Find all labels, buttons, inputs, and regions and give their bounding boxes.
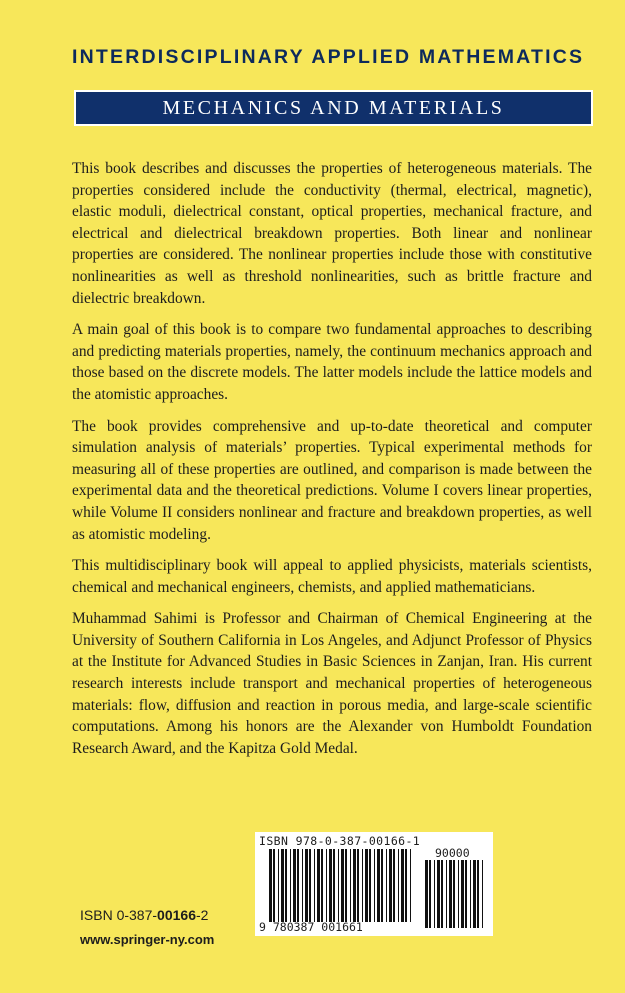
main-barcode-bars	[269, 849, 411, 922]
barcode-bar	[321, 849, 323, 922]
barcode-bar	[374, 849, 375, 922]
barcode-bar	[353, 849, 356, 922]
barcode-label	[255, 832, 493, 936]
barcode-bar	[357, 849, 359, 922]
barcode-bar	[317, 849, 320, 922]
description-paragraph-3: The book provides comprehensive and up-to-date theoretical and computer simulation analysis of materials’ properties. Typical experimental methods for measuring all of these properties are outlined, and comparison is made between the experimental data and the theoretical predictions. Volume I covers linear properties, while Volume II considers nonlinear and fracture and breakdown properties, as well as atomistic modeling.	[72, 417, 592, 543]
barcode-bar	[434, 860, 435, 928]
barcode-bar	[381, 849, 383, 922]
barcode-bar	[338, 849, 339, 922]
barcode-bar	[458, 860, 459, 928]
barcode-bar	[453, 860, 455, 928]
description-paragraph-1: This book describes and discusses the properties of heterogeneous materials. The properties considered include the conductivity (thermal, electrical, magnetic), elastic moduli, dielectrical constant, optical properties, mechanical fracture, and electrical and dielectrical breakdown properties. Both linear and nonlinear properties are considered. The nonlinear properties include those with constitutive nonlinearities as well as threshold nonlinearities, such as brittle fracture and dielectric breakdown.	[72, 160, 592, 307]
barcode-bar	[470, 860, 471, 928]
barcode-bar	[285, 849, 287, 922]
description-paragraph-2: A main goal of this book is to compare two fundamental approaches to describing and predicting materials properties, namely, the continuum mechanics approach and those based on the discrete models. The latter models include the lattice models and the atomistic approaches.	[72, 321, 592, 403]
isbn-bold-part: 00166	[157, 907, 196, 923]
barcode-bar	[393, 849, 395, 922]
barcode-bar	[425, 860, 428, 928]
barcode-bar	[345, 849, 347, 922]
barcode-bar	[329, 849, 332, 922]
barcode-bar	[473, 860, 476, 928]
isbn-suffix: -2	[195, 907, 209, 923]
barcode-bar	[410, 849, 411, 922]
back-cover-description	[72, 158, 592, 769]
barcode-bar	[477, 860, 479, 928]
author-bio-paragraph: Muhammad Sahimi is Professor and Chairman of Chemical Engineering at the University of Southern California in Los Angeles, and Adjunct Professor of Physics at the Institute for Advanced Studies in Basic Sciences in Zanjan, Iran. His current research interests include transport and mechanical properties of heterogeneous materials: flow, diffusion and reaction in porous media, and large-scale scientific computations. Among his honors are the Alexander von Humboldt Foundation Research Award, and the Kapitza Gold Medal.	[72, 610, 592, 757]
barcode-bar	[398, 849, 399, 922]
barcode-bar	[446, 860, 447, 928]
barcode-bar	[401, 849, 404, 922]
barcode-isbn: ISBN 978-0-387-00166-1	[259, 834, 421, 848]
barcode-bar	[386, 849, 387, 922]
barcode-bar	[293, 849, 296, 922]
barcode-bar	[461, 860, 464, 928]
barcode-bar	[350, 849, 351, 922]
barcode-bar	[465, 860, 467, 928]
barcode-bar	[326, 849, 327, 922]
barcode-bar	[333, 849, 335, 922]
barcode-bar	[290, 849, 291, 922]
description-paragraph-4: This multidisciplinary book will appeal to applied physicists, materials scientists, chemical and mechanical engineers, chemists, and applied mathematicians.	[72, 557, 592, 596]
barcode-bar	[482, 860, 483, 928]
barcode-bar	[297, 849, 299, 922]
addon-barcode-bars	[425, 860, 483, 928]
barcode-bar	[269, 849, 272, 922]
barcode-bar	[362, 849, 363, 922]
barcode-bar	[389, 849, 392, 922]
barcode-bar	[278, 849, 279, 922]
barcode-bar	[273, 849, 275, 922]
barcode-bar	[365, 849, 368, 922]
barcode-bar	[405, 849, 407, 922]
barcode-bar	[377, 849, 380, 922]
barcode-bar	[441, 860, 443, 928]
barcode-bar	[314, 849, 315, 922]
isbn-footer	[80, 907, 208, 923]
barcode-bar	[302, 849, 303, 922]
barcode-bar	[309, 849, 311, 922]
ean-digits: 9 780387 001661	[259, 920, 363, 934]
price-code: 90000	[435, 846, 470, 860]
barcode-bar	[429, 860, 431, 928]
subject-banner: MECHANICS AND MATERIALS	[74, 90, 593, 126]
barcode-bar	[369, 849, 371, 922]
barcode-bar	[281, 849, 284, 922]
publisher-website: www.springer-ny.com	[80, 932, 215, 947]
barcode-bar	[305, 849, 308, 922]
series-title: INTERDISCIPLINARY APPLIED MATHEMATICS	[72, 46, 585, 68]
isbn-prefix: ISBN 0-387-	[80, 907, 158, 923]
barcode-bar	[449, 860, 452, 928]
barcode-bar	[437, 860, 440, 928]
barcode-bar	[341, 849, 344, 922]
